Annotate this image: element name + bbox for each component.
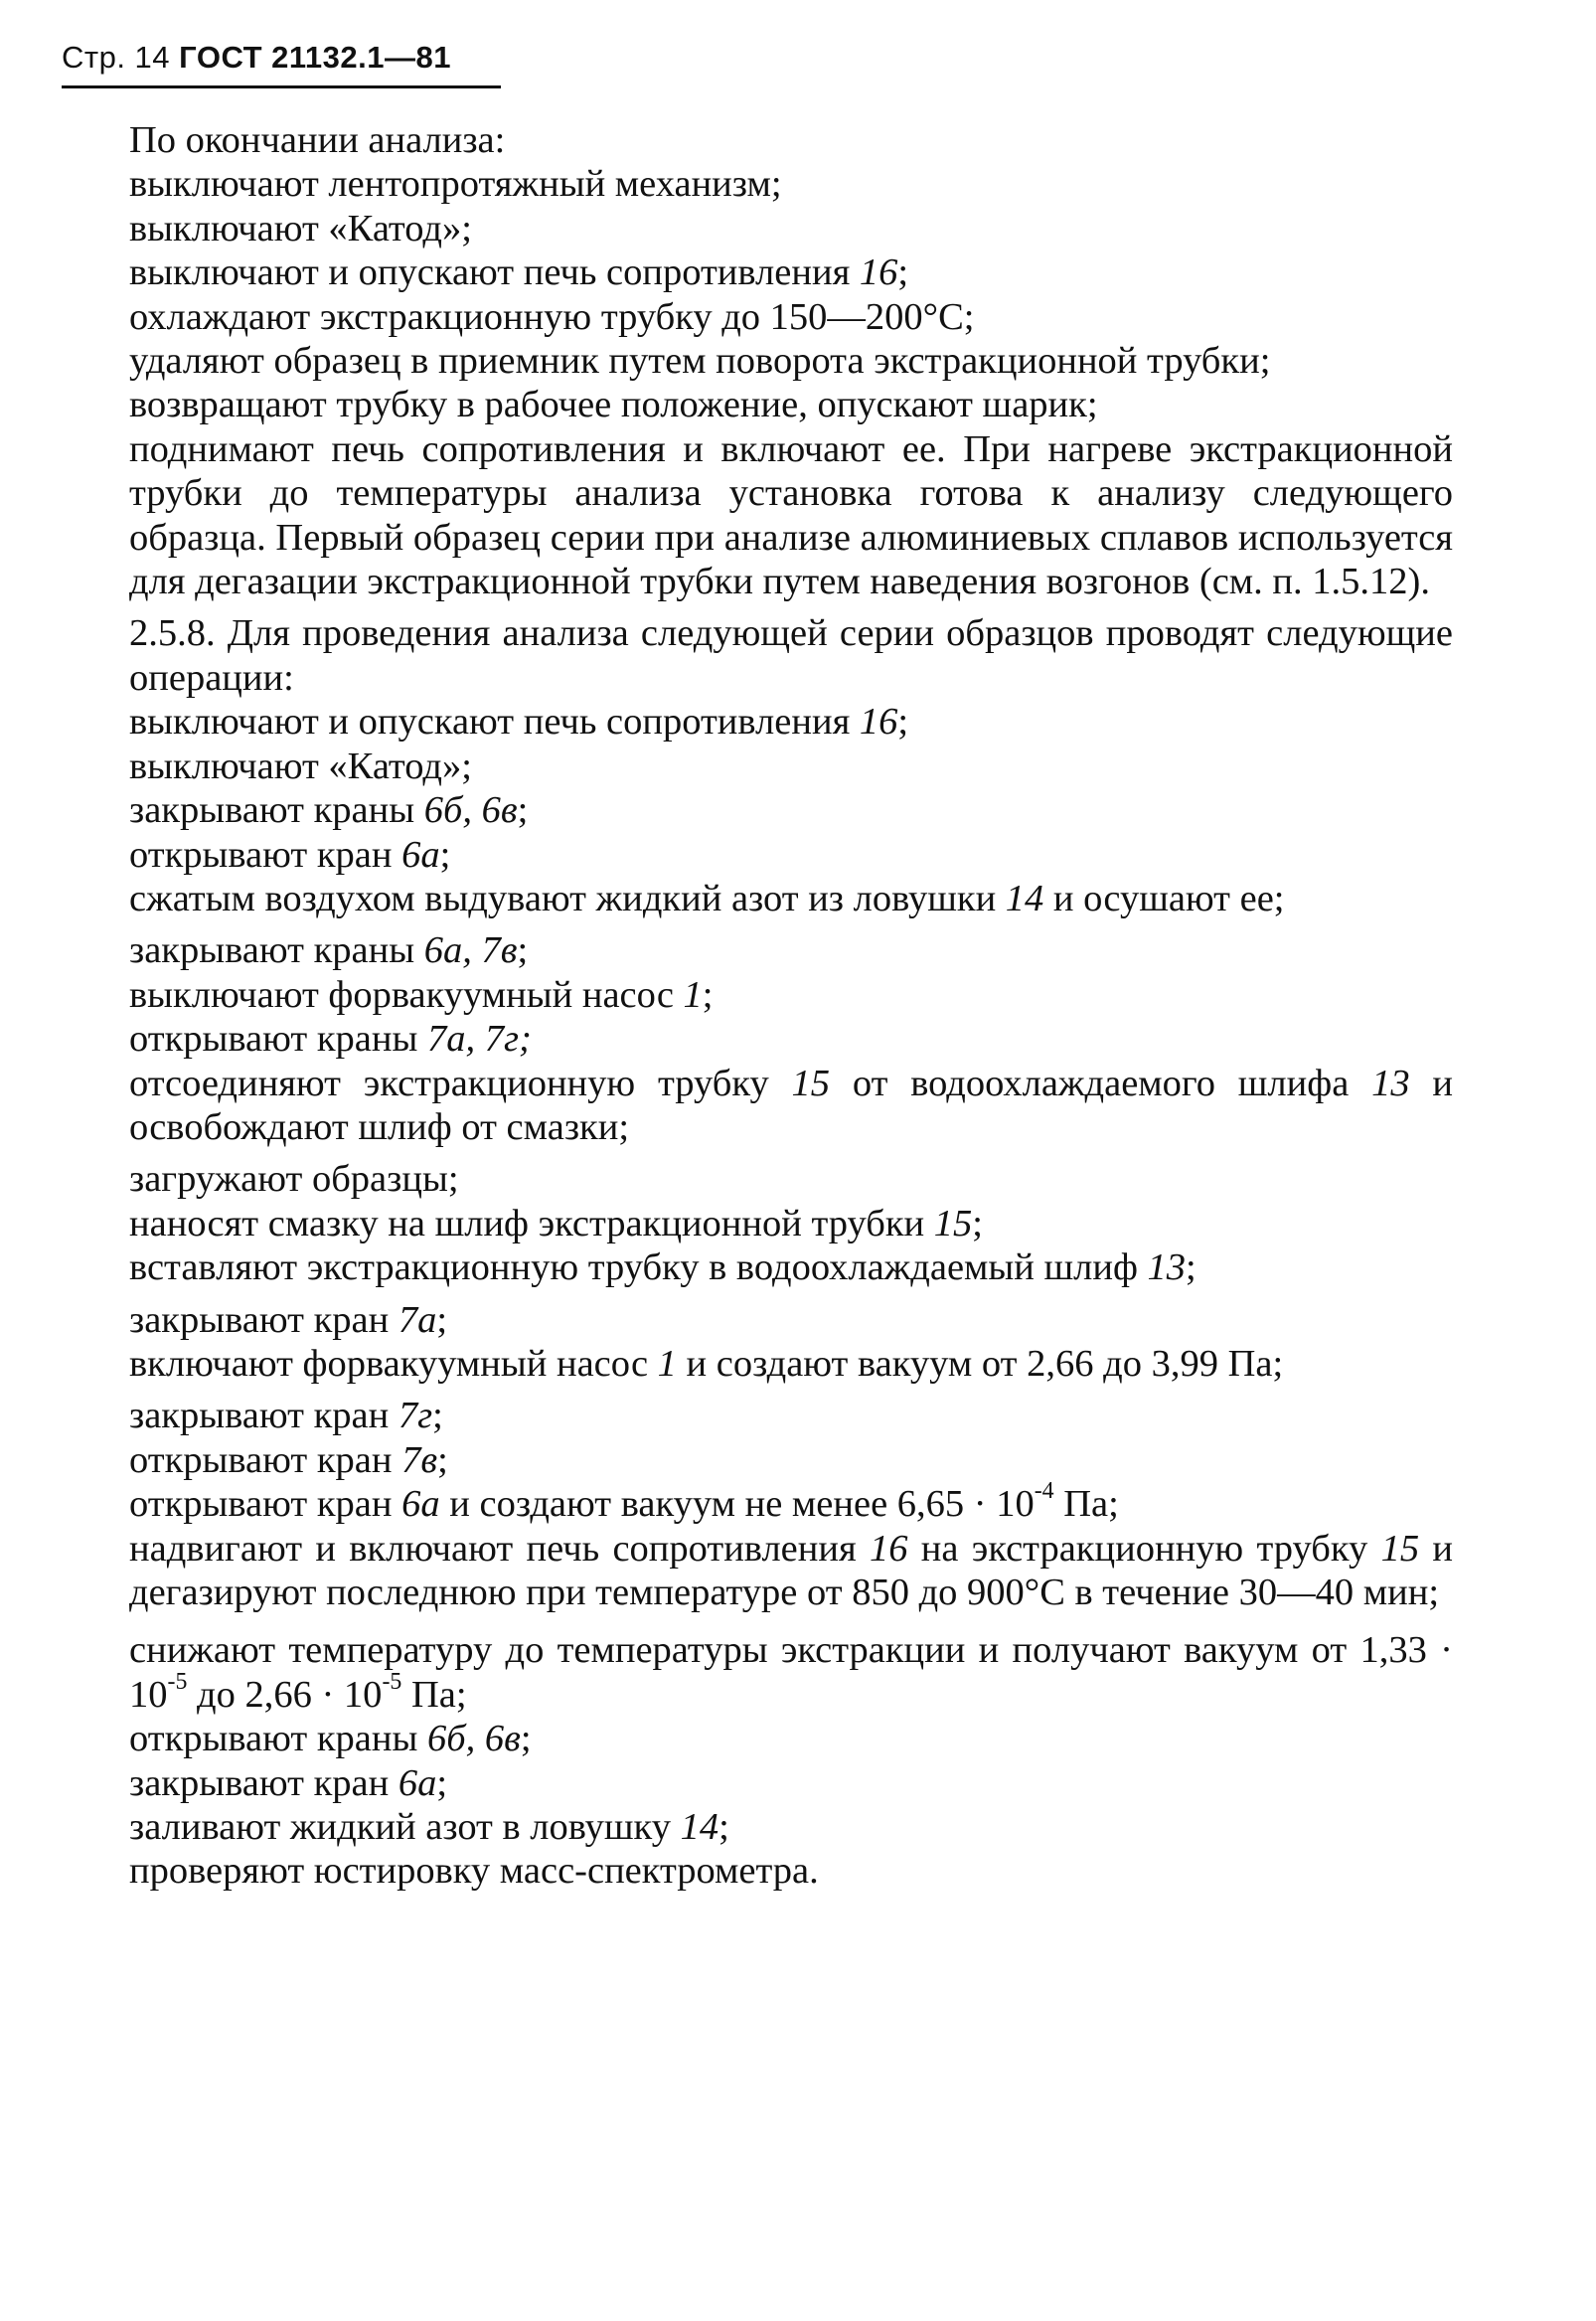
list-item: отсоединяют экстракционную трубку 15 от водоохлаждаемого шлифа 13 и освобождают шлиф от смазки; xyxy=(129,1062,1453,1148)
list-item: выключают форвакуумный насос 1; xyxy=(129,973,714,1016)
list-item: закрывают кран 6а; xyxy=(129,1761,448,1804)
list-item: охлаждают экстракционную трубку до 150—200°С; xyxy=(129,295,975,338)
list-item: загружают образцы; xyxy=(129,1158,459,1201)
list-item: выключают и опускают печь сопротивления 16; xyxy=(129,251,909,294)
body-text xyxy=(62,118,1453,1894)
list-item: открывают краны 6б, 6в; xyxy=(129,1718,532,1760)
list-item: открывают кран 6а и создают вакуум не менее $6,65 \cdot 10^{-4}$ Па; xyxy=(129,1478,1119,1526)
list-item: надвигают и включают печь сопротивления 16 на экстракционную трубку 15 и дегазируют последнюю при температуре от 850 до 900°С в течение 30—40 мин; xyxy=(129,1527,1454,1613)
list-item: проверяют юстировку масс-спектрометра. xyxy=(129,1850,819,1893)
list-item: закрывают кран 7г; xyxy=(129,1395,443,1437)
list-item: выключают лентопротяжный механизм; xyxy=(129,163,782,206)
document-page xyxy=(62,40,1453,1894)
paragraph: поднимают печь сопротивления и включают ее. При нагреве экстракционной трубки до температуры анализа установка готова к анализу следующего образца. Первый образец серии при анализе алюминиевых сплавов используется для дегазации экстракционной трубки путем наведения возгонов (см. п. 1.5.12). xyxy=(129,427,1453,603)
list-item: выключают «Катод»; xyxy=(129,207,472,249)
list-item: удаляют образец в приемник путем поворота экстракционной трубки; xyxy=(129,340,1271,383)
list-item: возвращают трубку в рабочее положение, опускают шарик; xyxy=(129,384,1098,426)
list-item: вставляют экстракционную трубку в водоохлаждаемый шлиф 13; xyxy=(129,1246,1197,1289)
list-item: включают форвакуумный насос 1 и создают вакуум от 2,66 до 3,99 Па; xyxy=(129,1342,1284,1385)
list-item: снижают температуру до температуры экстракции и получают вакуум от $1,33 \cdot 10^{-5}$ до $2,66 \cdot 10^{-5}$ Па; xyxy=(129,1629,1453,1716)
list-item: открывают кран 7в; xyxy=(129,1438,448,1481)
list-item: сжатым воздухом выдувают жидкий азот из ловушки 14 и осушают ее; xyxy=(129,877,1285,919)
list-item: выключают «Катод»; xyxy=(129,745,472,787)
text-line: По окончании анализа: xyxy=(129,119,506,161)
page-header xyxy=(62,40,501,88)
list-item: открывают краны 7а, 7г; xyxy=(129,1018,532,1061)
list-item: закрывают краны 6б, 6в; xyxy=(129,789,529,832)
list-item: выключают и опускают печь сопротивления 16; xyxy=(129,701,909,744)
list-item: наносят смазку на шлиф экстракционной трубки 15; xyxy=(129,1202,983,1244)
standard-code: ГОСТ 21132.1—81 xyxy=(179,40,451,75)
section-paragraph: 2.5.8. Для проведения анализа следующей серии образцов проводят следующие операции: xyxy=(129,612,1453,699)
list-item: открывают кран 6а; xyxy=(129,833,451,876)
list-item: закрывают кран 7а; xyxy=(129,1298,448,1341)
list-item: закрывают краны 6а, 7в; xyxy=(129,929,529,972)
list-item: заливают жидкий азот в ловушку 14; xyxy=(129,1806,729,1849)
page-number: Стр. 14 xyxy=(62,40,171,75)
